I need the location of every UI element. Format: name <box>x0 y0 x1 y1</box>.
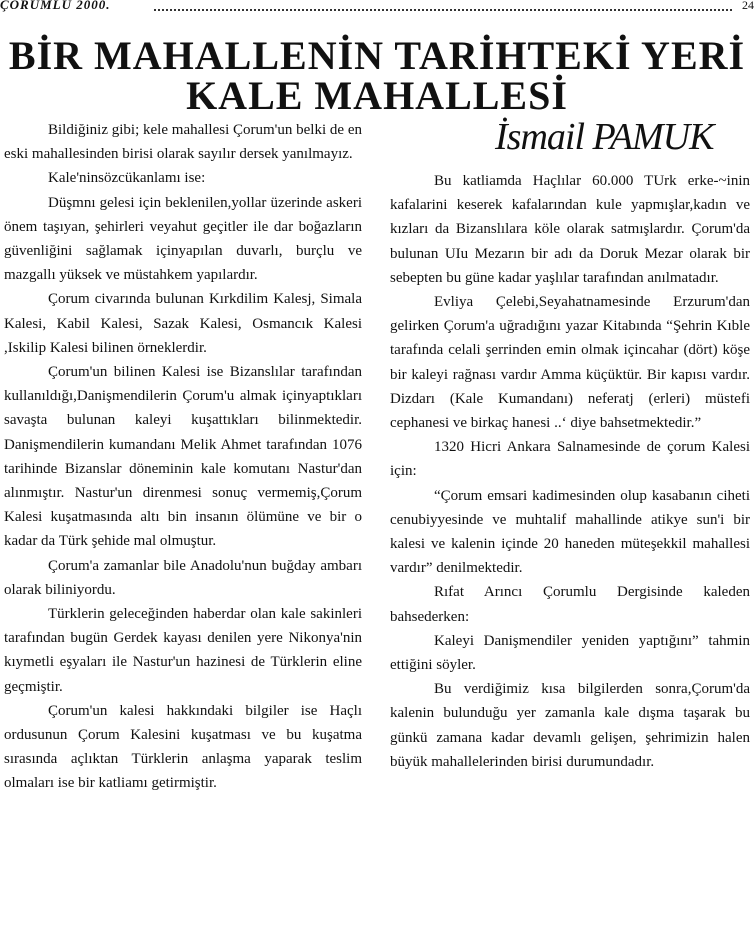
paragraph: Kaleyi Danişmendiler yeniden yaptığını” tahmin ettiğini söyler. <box>390 632 750 674</box>
article-author: İsmail PAMUK <box>495 116 714 158</box>
paragraph: Çorum'un bilinen Kalesi ise Bizanslılar tarafından kullanıldığı,Danişmendilerin Çorum'u almak içinyaptıkları savaşta bulunan kaleyi kuşattıkları bilinmektedir. Danişmendilerin kumandanı Melik Ahmet tarafından 1076 tarihinde Bizanslar döneminin kale komutanı Nastur'dan alınmıştır. Nastur'un direnmesi sonuç vermemiş,Çorum Kalesi kuşatmasında altı bin insanın ölümüne ve bir o kadar da Türk şehide mal olmuştur. <box>4 364 362 550</box>
article-title-line-1: BİR MAHALLENİN TARİHTEKİ YERİ <box>8 33 746 78</box>
magazine-masthead: ÇORUMLU 2000. <box>0 0 113 13</box>
paragraph: 1320 Hicri Ankara Salnamesinde de çorum Kalesi için: <box>390 439 750 480</box>
paragraph: “Çorum emsari kadimesinden olup kasabanın ciheti cenubiyyesinde ve muhtalif mahallinde atikye sun'i bir kalesi ve kalenin içinde 20 haneden müteşekkil mahallesi vardır” denilmektedir. <box>390 487 750 577</box>
paragraph: Kale'ninsözcükanlamı ise: <box>48 170 206 187</box>
left-text-column <box>4 118 362 796</box>
paragraph: Bu verdiğimiz kısa bilgilerden sonra,Çorum'da kalenin bulunduğu yer zamanla kale dışma taşarak bu günkü zamana kadar devamlı gelişen, şehrimizin halen büyük mahallelerinden birisi durumundadır. <box>390 681 750 770</box>
page-header <box>0 0 754 18</box>
paragraph: Rıfat Arıncı Çorumlu Dergisinde kaleden bahsederken: <box>390 584 750 625</box>
paragraph: Çorum'a zamanlar bile Anadolu'nun buğday ambarı olarak biliniyordu. <box>4 557 362 598</box>
page-number: 24 <box>742 0 754 12</box>
article-title-line-2: KALE MAHALLESİ <box>186 73 568 118</box>
paragraph: Bildiğiniz gibi; kele mahallesi Çorum'un belki de en eski mahallesinden birisi olarak sayılır dersek yanılmayız. <box>4 122 362 163</box>
paragraph: Bu katliamda Haçlılar 60.000 TUrk erke-~inin kafalarini keserek kafalarından kule yapmışlar,kadın ve kızları da Bizanslılara köle olarak satmışlardır. Çorum'da bulunan UIu Mezarın bir adı da Doruk Mezar olarak bir sebepten bu güne kadar yaşlılar tarafından anılmatadır. <box>390 173 750 286</box>
dotted-leader <box>154 9 732 11</box>
paragraph: Çorum civarında bulunan Kırkdilim Kalesj, Simala Kalesi, Kabil Kalesi, Sazak Kalesi, Osmancık Kalesi ,Iskilip Kalesi bilinen örneklerdir. <box>4 291 362 356</box>
paragraph: Türklerin geleceğinden haberdar olan kale sakinleri tarafından bugün Gerdek kayası denilen yere Nikonya'nin kıymetli eşyaları ile Nastur'un hazinesi de Türklerin eline geçmiştir. <box>4 606 362 695</box>
paragraph: Evliya Çelebi,Seyahatnamesinde Erzurum'dan gelirken Çorum'a uğradığını yazar Kitabında “Şehrin Kıble tarafında celali şerrinden emin olmak içincahar (dört) köşe bir kaleyi rağnası vardır Amma küçüktür. Bir kapısı vardır. Dizdarı (Kale Kumandanı) neferatj (erleri) müstefi cephanesi ve birkaç hanesi ..‘ diye bahsetmektedir.” <box>390 294 750 432</box>
paragraph: Düşmnı gelesi için beklenilen,yollar üzerinde askeri önem taşıyan, şehirleri veyahut geçitler ile dar boğazların güvenliğini sağlamak içinyapılan duvarlı, burçlu ve mazgallı yüksek ve müstahkem yapılardır. <box>4 194 362 284</box>
paragraph: Çorum'un kalesi hakkındaki bilgiler ise Haçlı ordusunun Çorum Kalesini kuşatması ve bu kuşatma sırasında açlıktan Türklerin anlaşma yaparak teslim olmaları ise bir katliamı getirmiştir. <box>4 702 362 792</box>
right-text-column <box>390 169 750 774</box>
